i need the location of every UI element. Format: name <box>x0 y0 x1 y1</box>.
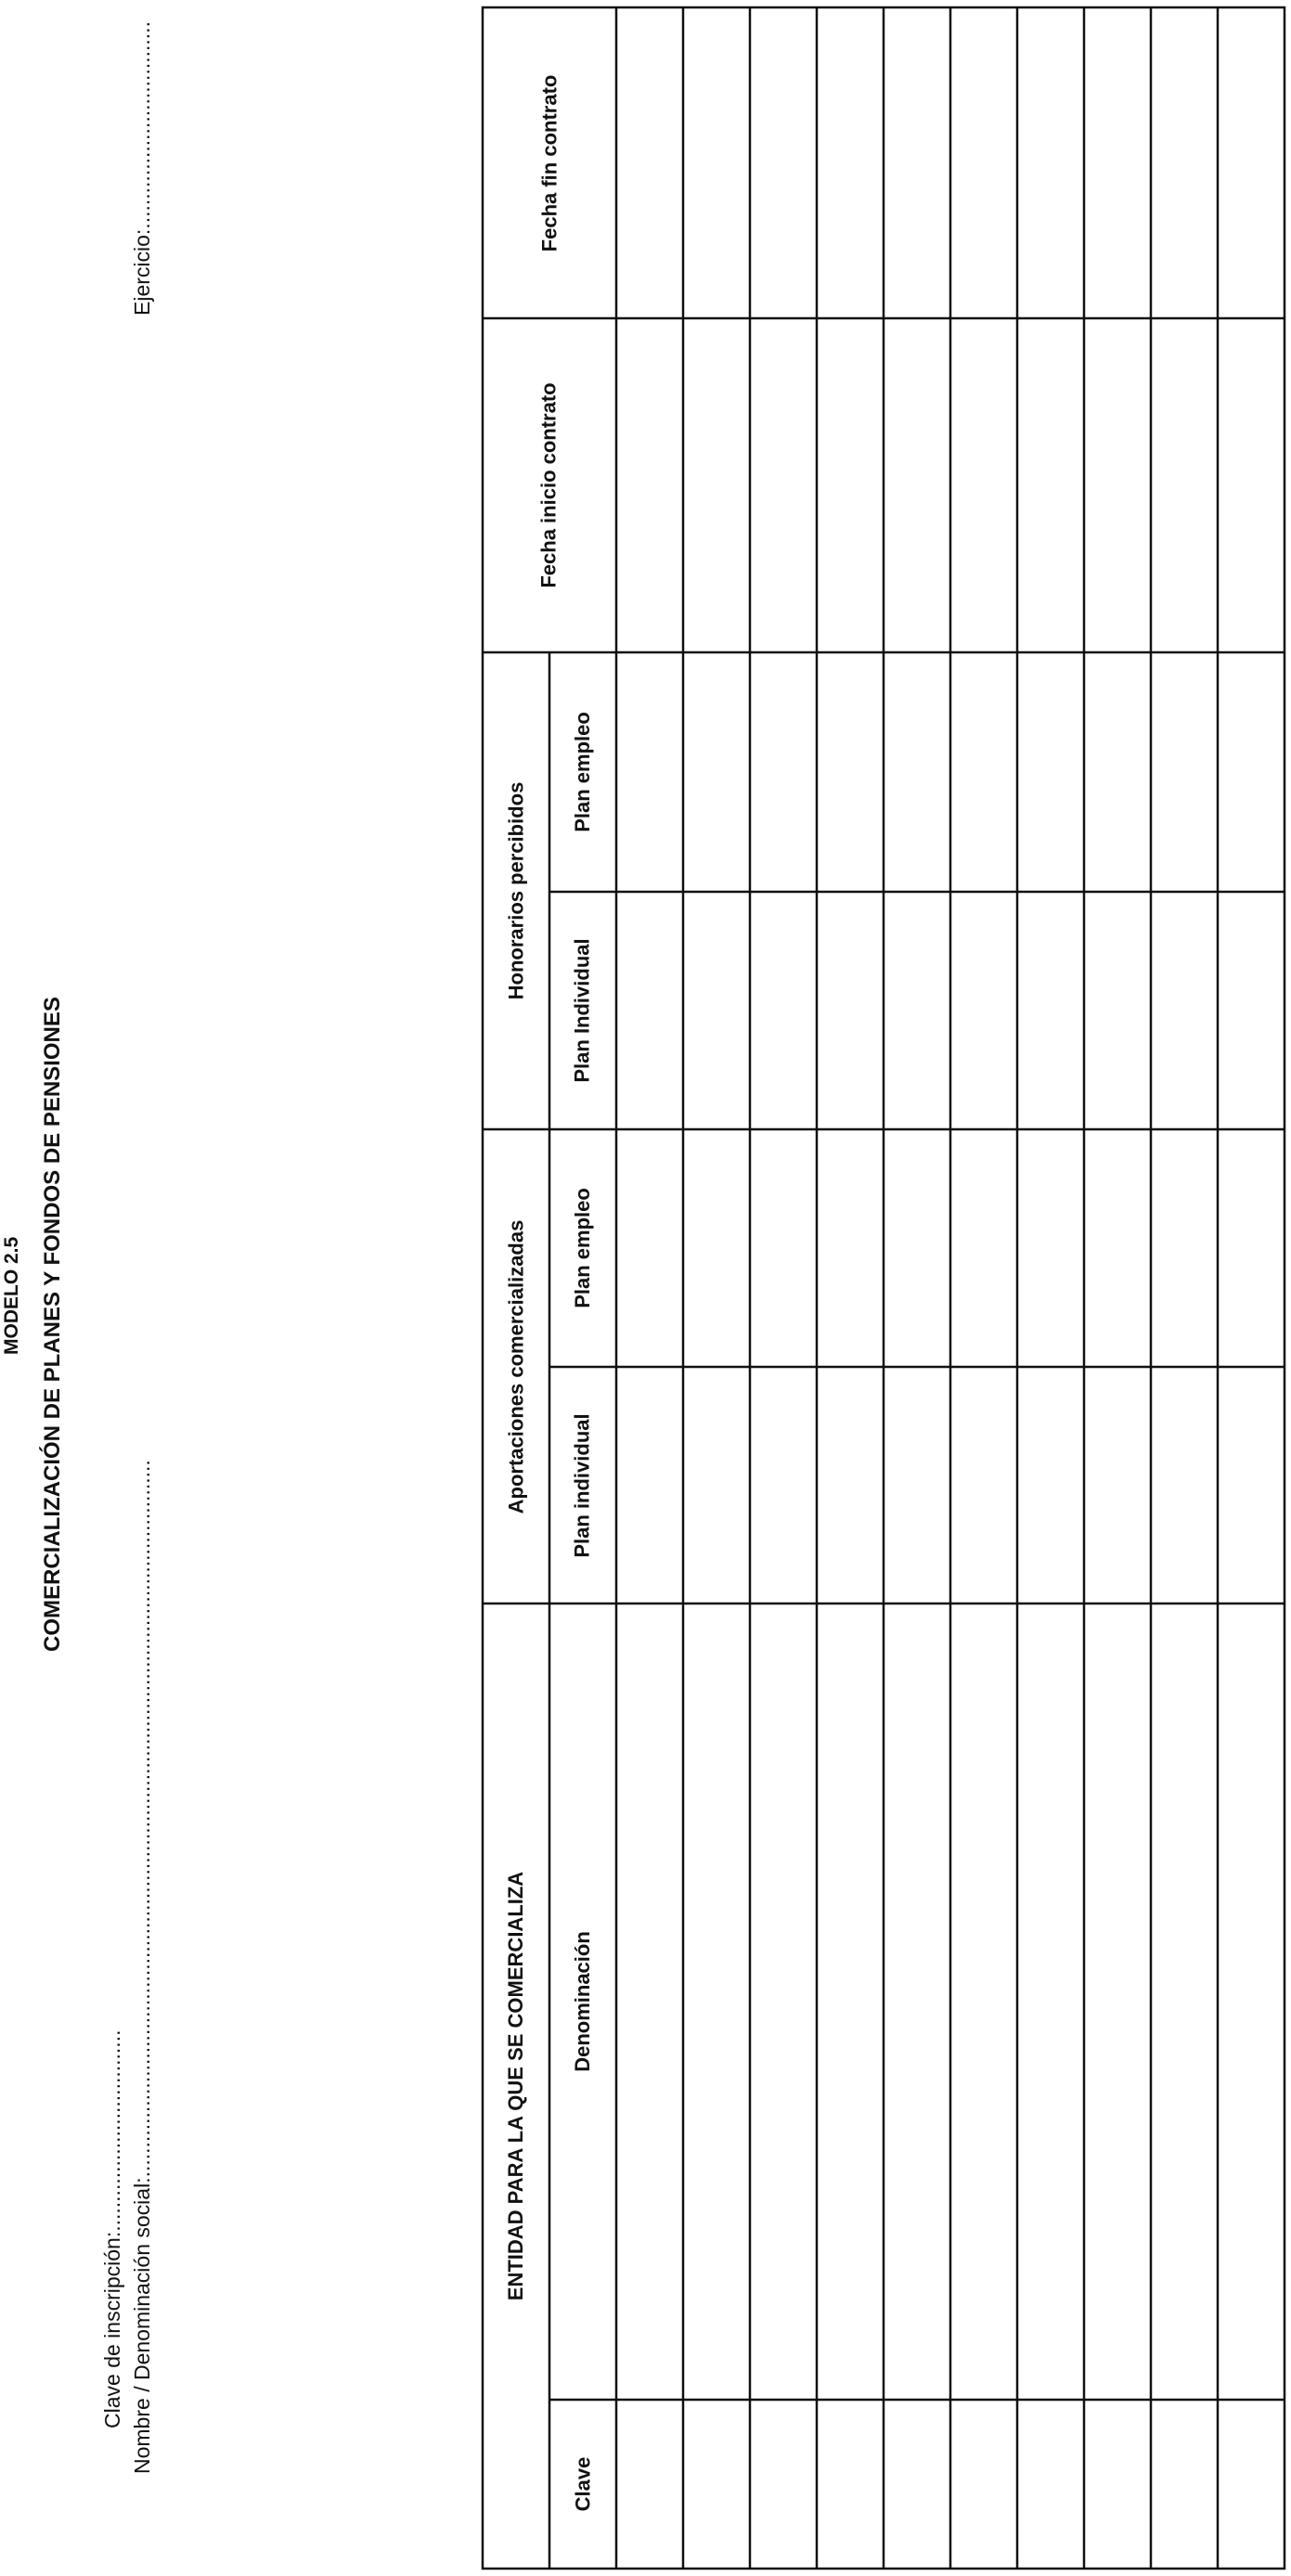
cell-clave[interactable] <box>819 2402 882 2567</box>
cell-fecha-inicio[interactable] <box>618 320 681 650</box>
cell-honorarios-empleo[interactable] <box>819 654 882 890</box>
cell-fecha-inicio[interactable] <box>1019 320 1082 650</box>
cell-aportaciones-individual[interactable] <box>752 1369 815 1602</box>
column-header-fecha-inicio: Fecha inicio contrato <box>537 382 562 588</box>
group-header-aportaciones: Aportaciones comercializadas <box>504 1219 527 1513</box>
cell-fecha-fin[interactable] <box>885 9 949 316</box>
column-header-fecha-fin: Fecha fin contrato <box>537 74 561 251</box>
cell-fecha-fin[interactable] <box>1220 9 1283 316</box>
cell-honorarios-individual[interactable] <box>1086 894 1149 1127</box>
cell-denominacion[interactable] <box>685 1605 748 2398</box>
cell-fecha-inicio[interactable] <box>752 320 815 650</box>
cell-denominacion[interactable] <box>618 1605 681 2398</box>
cell-aportaciones-empleo[interactable] <box>885 1131 949 1365</box>
column-header-aportaciones-empleo: Plan empleo <box>571 1188 594 1308</box>
group-header-honorarios: Honorarios percibidos <box>504 781 527 1000</box>
column-header-denominacion: Denominación <box>571 1931 595 2072</box>
cell-clave[interactable] <box>952 2402 1015 2567</box>
cell-honorarios-individual[interactable] <box>819 894 882 1127</box>
cell-aportaciones-empleo[interactable] <box>752 1131 815 1365</box>
cell-aportaciones-empleo[interactable] <box>1153 1131 1216 1365</box>
cell-honorarios-individual[interactable] <box>685 894 748 1127</box>
cell-denominacion[interactable] <box>885 1605 949 2398</box>
cell-aportaciones-individual[interactable] <box>952 1369 1015 1602</box>
cell-fecha-inicio[interactable] <box>1086 320 1149 650</box>
nombre-denominacion-field: Nombre / Denominación social:......................................................................................................................... <box>130 1460 154 2474</box>
cell-honorarios-empleo[interactable] <box>885 654 949 890</box>
cell-honorarios-individual[interactable] <box>1019 894 1082 1127</box>
column-header-aportaciones-individual: Plan individual <box>571 1412 594 1558</box>
cell-honorarios-individual[interactable] <box>1220 894 1283 1127</box>
cell-fecha-inicio[interactable] <box>1220 320 1283 650</box>
cell-fecha-fin[interactable] <box>819 9 882 316</box>
cell-aportaciones-empleo[interactable] <box>819 1131 882 1365</box>
cell-clave[interactable] <box>685 2402 748 2567</box>
cell-aportaciones-individual[interactable] <box>1153 1369 1216 1602</box>
cell-clave[interactable] <box>1153 2402 1216 2567</box>
cell-honorarios-individual[interactable] <box>885 894 949 1127</box>
cell-clave[interactable] <box>1019 2402 1082 2567</box>
cell-honorarios-empleo[interactable] <box>618 654 681 890</box>
cell-clave[interactable] <box>885 2402 949 2567</box>
cell-aportaciones-individual[interactable] <box>1220 1369 1283 1602</box>
cell-fecha-inicio[interactable] <box>885 320 949 650</box>
cell-aportaciones-empleo[interactable] <box>952 1131 1015 1365</box>
column-header-clave: Clave <box>571 2456 594 2512</box>
cell-honorarios-empleo[interactable] <box>1153 654 1216 890</box>
cell-honorarios-empleo[interactable] <box>1086 654 1149 890</box>
cell-fecha-inicio[interactable] <box>685 320 748 650</box>
cell-denominacion[interactable] <box>752 1605 815 2398</box>
cell-honorarios-empleo[interactable] <box>1220 654 1283 890</box>
column-header-honorarios-individual: Plan Individual <box>571 938 594 1083</box>
cell-honorarios-empleo[interactable] <box>752 654 815 890</box>
cell-fecha-fin[interactable] <box>618 9 681 316</box>
cell-honorarios-individual[interactable] <box>1153 894 1216 1127</box>
cell-aportaciones-individual[interactable] <box>1086 1369 1149 1602</box>
cell-clave[interactable] <box>1220 2402 1283 2567</box>
cell-fecha-fin[interactable] <box>952 9 1015 316</box>
cell-clave[interactable] <box>752 2402 815 2567</box>
cell-clave[interactable] <box>618 2402 681 2567</box>
ejercicio-field: Ejercicio:................................... <box>130 21 154 316</box>
cell-aportaciones-empleo[interactable] <box>1220 1131 1283 1365</box>
form-title: COMERCIALIZACIÓN DE PLANES Y FONDOS DE PENSIONES <box>40 997 65 1652</box>
cell-denominacion[interactable] <box>1019 1605 1082 2398</box>
cell-aportaciones-individual[interactable] <box>885 1369 949 1602</box>
cell-honorarios-individual[interactable] <box>752 894 815 1127</box>
cell-fecha-inicio[interactable] <box>952 320 1015 650</box>
cell-denominacion[interactable] <box>1086 1605 1149 2398</box>
cell-honorarios-empleo[interactable] <box>952 654 1015 890</box>
cell-fecha-fin[interactable] <box>685 9 748 316</box>
cell-denominacion[interactable] <box>1153 1605 1216 2398</box>
cell-aportaciones-individual[interactable] <box>618 1369 681 1602</box>
cell-aportaciones-empleo[interactable] <box>618 1131 681 1365</box>
cell-aportaciones-individual[interactable] <box>1019 1369 1082 1602</box>
cell-denominacion[interactable] <box>952 1605 1015 2398</box>
cell-honorarios-individual[interactable] <box>952 894 1015 1127</box>
cell-clave[interactable] <box>1086 2402 1149 2567</box>
cell-fecha-fin[interactable] <box>1086 9 1149 316</box>
cell-aportaciones-individual[interactable] <box>819 1369 882 1602</box>
cell-fecha-fin[interactable] <box>752 9 815 316</box>
cell-aportaciones-empleo[interactable] <box>1086 1131 1149 1365</box>
model-label: MODELO 2.5 <box>1 1236 22 1355</box>
cell-aportaciones-empleo[interactable] <box>1019 1131 1082 1365</box>
cell-honorarios-empleo[interactable] <box>685 654 748 890</box>
cell-honorarios-individual[interactable] <box>618 894 681 1127</box>
cell-aportaciones-individual[interactable] <box>685 1369 748 1602</box>
cell-fecha-fin[interactable] <box>1153 9 1216 316</box>
cell-denominacion[interactable] <box>819 1605 882 2398</box>
cell-fecha-inicio[interactable] <box>819 320 882 650</box>
group-header-entidad: ENTIDAD PARA LA QUE SE COMERCIALIZA <box>504 1871 528 2301</box>
clave-inscripcion-field: Clave de inscripción:.................................. <box>100 2029 124 2428</box>
cell-aportaciones-empleo[interactable] <box>685 1131 748 1365</box>
cell-honorarios-empleo[interactable] <box>1019 654 1082 890</box>
cell-fecha-inicio[interactable] <box>1153 320 1216 650</box>
cell-fecha-fin[interactable] <box>1019 9 1082 316</box>
cell-denominacion[interactable] <box>1220 1605 1283 2398</box>
column-header-honorarios-empleo: Plan empleo <box>571 712 594 832</box>
